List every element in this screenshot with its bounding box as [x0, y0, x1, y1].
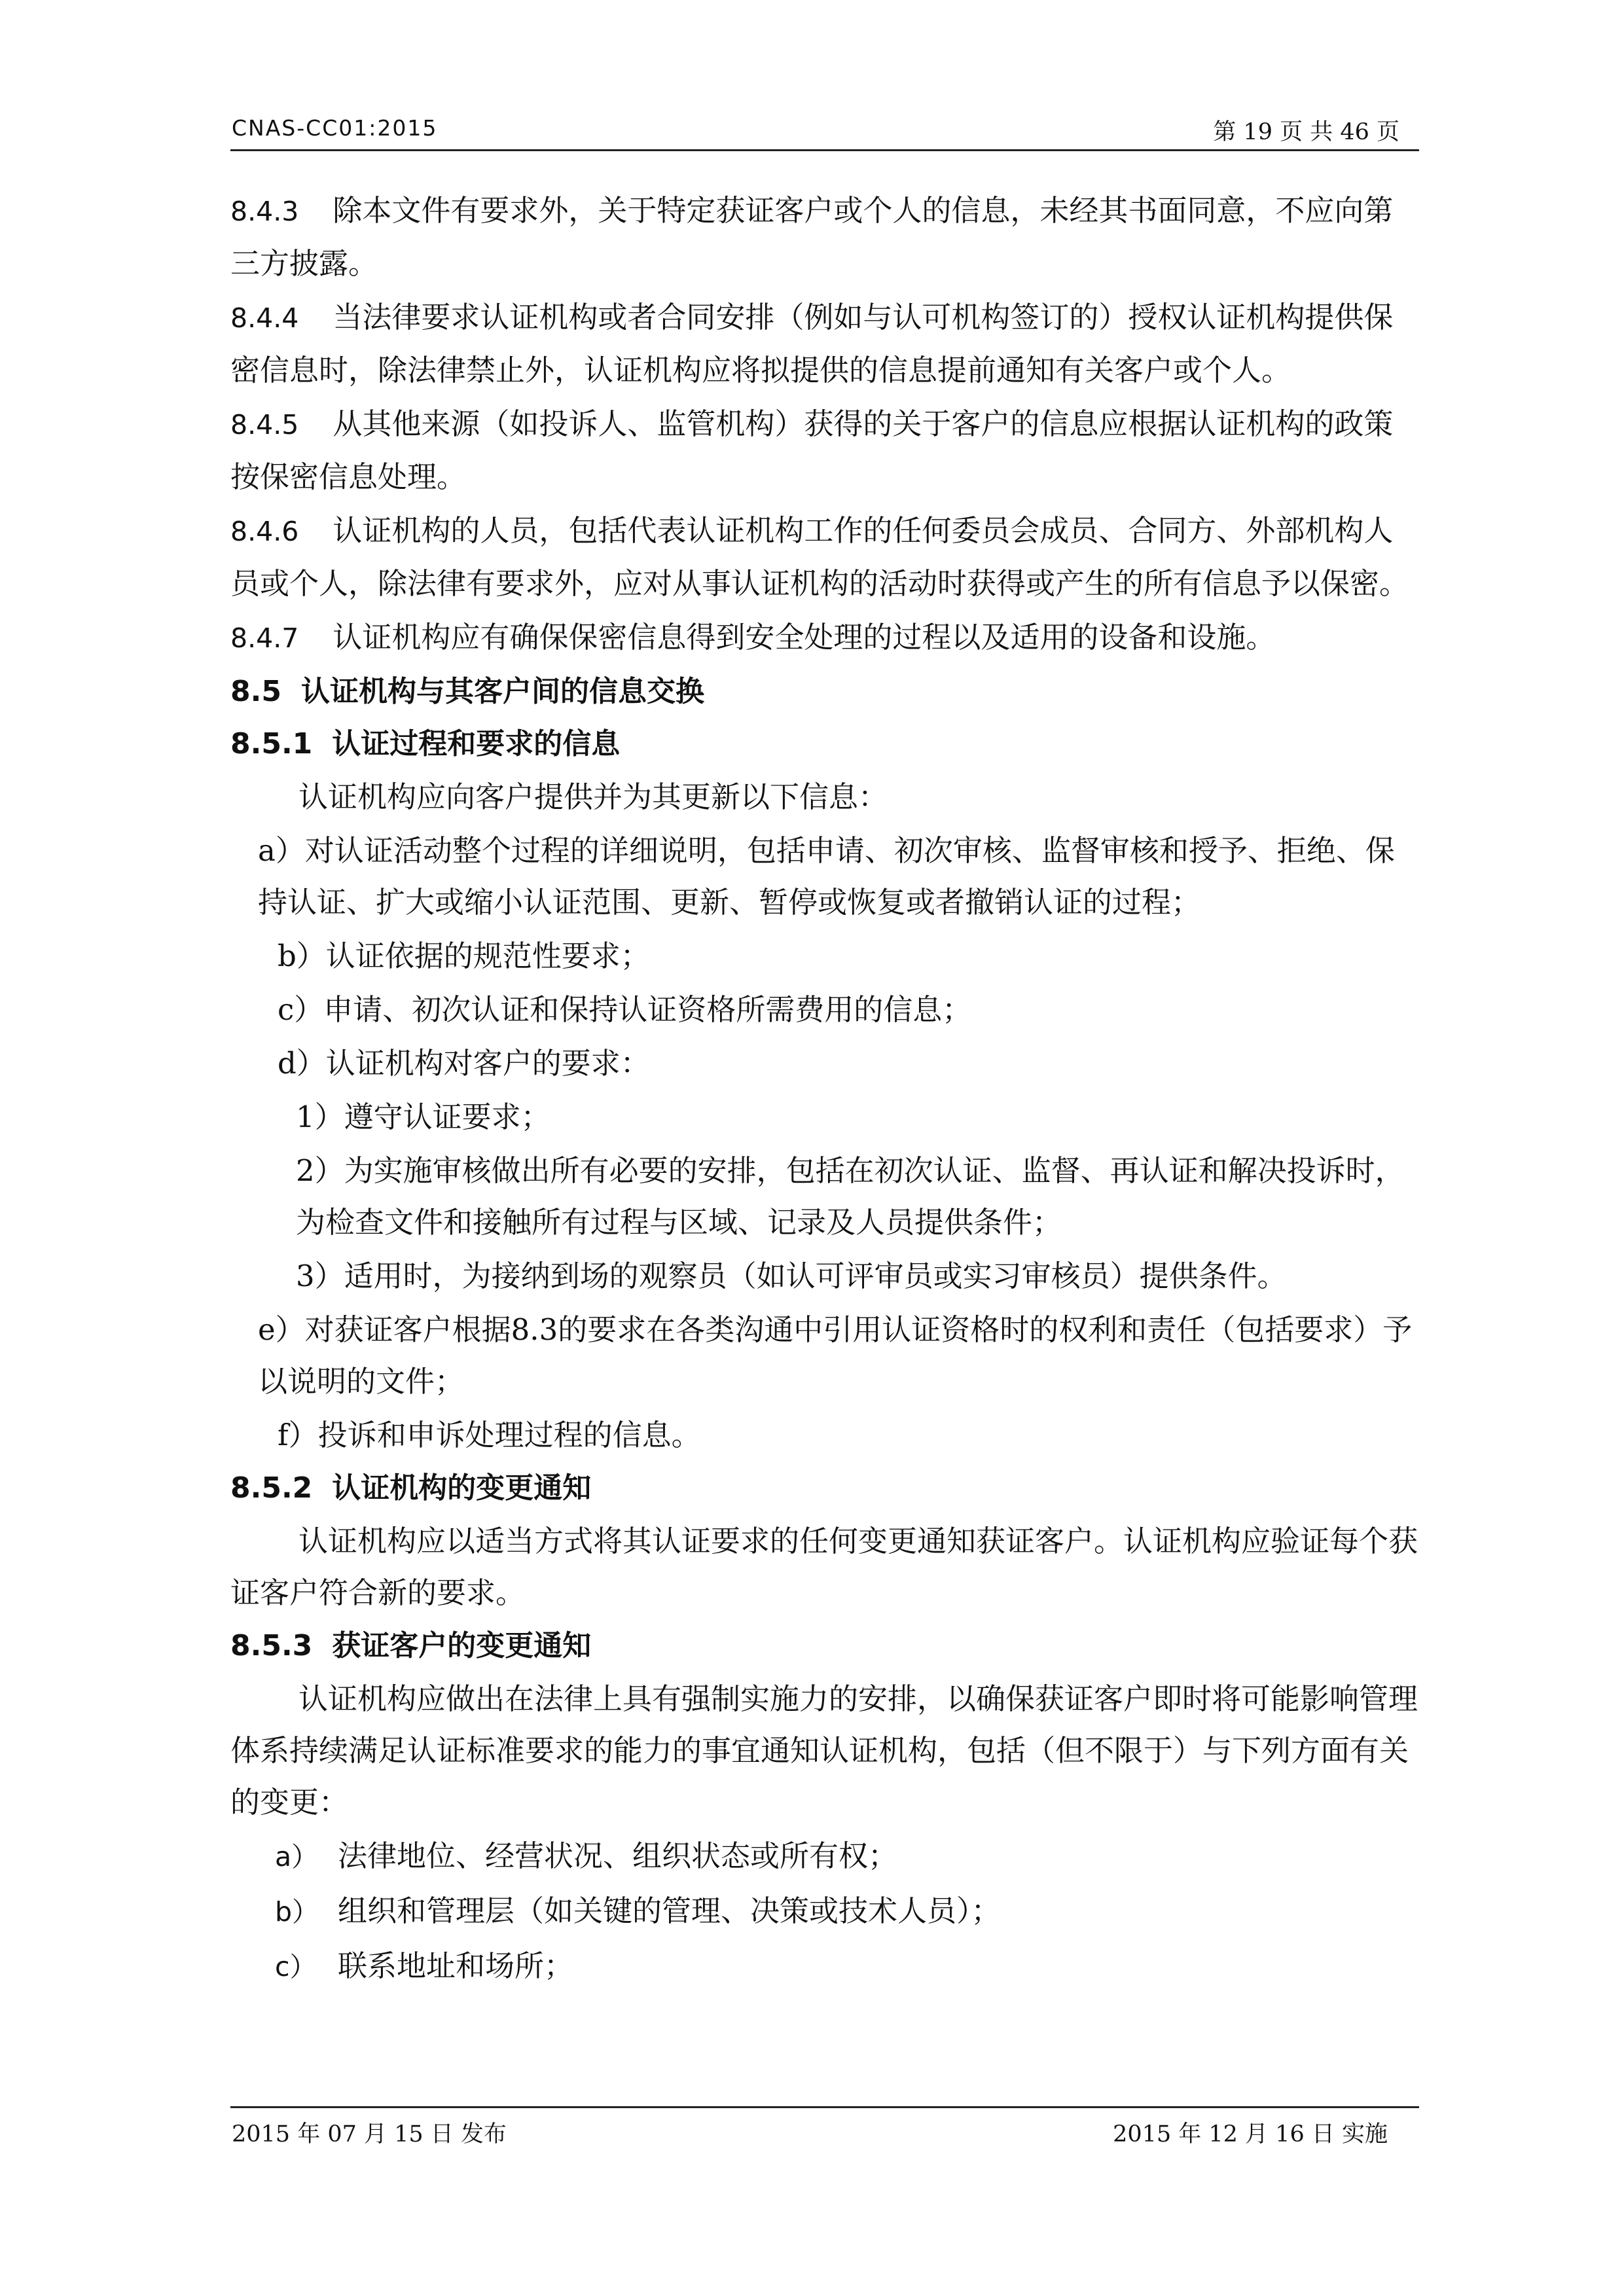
publish-date: 2015 年 07 月 15 日 发布	[232, 2121, 507, 2147]
section-8-5-3-text: 认证机构应做出在法律上具有强制实施力的安排，以确保获证客户即时将可能影响管理体系持续满足认证标准要求的能力的事宜通知认证机构，包括（但不限于）与下列方面有关的变更：	[230, 1681, 1418, 1820]
list-item-f: f）投诉和申诉处理过程的信息。	[278, 1418, 701, 1452]
sub-item-2: 2）为实施审核做出所有必要的安排，包括在初次认证、监督、再认证和解决投诉时，为检查文件和接触所有过程与区域、记录及人员提供条件；	[296, 1153, 1405, 1240]
list-item-d: d）认证机构对客户的要求：	[278, 1046, 650, 1081]
list-item-e: e）对获证客户根据8.3的要求在各类沟通中引用认证资格时的权利和责任（包括要求）予以说明的文件；	[258, 1312, 1413, 1399]
clause-8-4-4: 8.4.4 当法律要求认证机构或者合同安排（例如与认可机构签订的）授权认证机构提供保密信息时，除法律禁止外，认证机构应将拟提供的信息提前通知有关客户或个人。	[230, 300, 1394, 387]
document-body	[230, 185, 1419, 1993]
section-heading-8-5: 8.5 认证机构与其客户间的信息交换	[230, 675, 704, 708]
list-item-a: a）对认证活动整个过程的详细说明，包括申请、初次审核、监督审核和授予、拒绝、保持认证、扩大或缩小认证范围、更新、暂停或恢复或者撤销认证的过程；	[258, 833, 1395, 920]
section-heading-8-5-2: 8.5.2 认证机构的变更通知	[230, 1471, 592, 1505]
list-item-b: b）认证依据的规范性要求；	[278, 939, 650, 973]
clause-8-4-7: 8.4.7 认证机构应有确保保密信息得到安全处理的过程以及适用的设备和设施。	[230, 620, 1276, 655]
section-8-5-2-text: 认证机构应以适当方式将其认证要求的任何变更通知获证客户。认证机构应验证每个获证客户符合新的要求。	[230, 1524, 1418, 1610]
page-header	[230, 111, 1419, 151]
section-8-5-1-intro: 认证机构应向客户提供并为其更新以下信息：	[298, 780, 888, 814]
sub-item-1: 1）遵守认证要求；	[296, 1100, 550, 1134]
change-item-c: c） 联系地址和场所；	[275, 1948, 574, 1983]
clause-8-4-6: 8.4.6 认证机构的人员，包括代表认证机构工作的任何委员会成员、合同方、外部机构人员或个人，除法律有要求外，应对从事认证机构的活动时获得或产生的所有信息予以保密。	[230, 513, 1409, 601]
list-item-c: c）申请、初次认证和保持认证资格所需费用的信息；	[278, 992, 972, 1027]
sub-item-3: 3）适用时，为接纳到场的观察员（如认可评审员或实习审核员）提供条件。	[296, 1259, 1287, 1293]
clause-8-4-5: 8.4.5 从其他来源（如投诉人、监管机构）获得的关于客户的信息应根据认证机构的政策按保密信息处理。	[230, 406, 1394, 494]
document-code: CNAS-CC01:2015	[232, 115, 438, 141]
page-footer	[230, 2106, 1419, 2154]
change-item-a: a） 法律地位、经营状况、组织状态或所有权；	[275, 1839, 898, 1873]
clause-8-4-3: 8.4.3 除本文件有要求外，关于特定获证客户或个人的信息，未经其书面同意，不应向第三方披露。	[230, 193, 1394, 281]
change-item-b: b） 组织和管理层（如关键的管理、决策或技术人员）；	[275, 1893, 1001, 1928]
page-number: 第 19 页 共 46 页	[1213, 119, 1399, 145]
section-heading-8-5-3: 8.5.3 获证客户的变更通知	[230, 1629, 592, 1662]
effective-date: 2015 年 12 月 16 日 实施	[1113, 2121, 1388, 2147]
section-heading-8-5-1: 8.5.1 认证过程和要求的信息	[230, 727, 621, 761]
